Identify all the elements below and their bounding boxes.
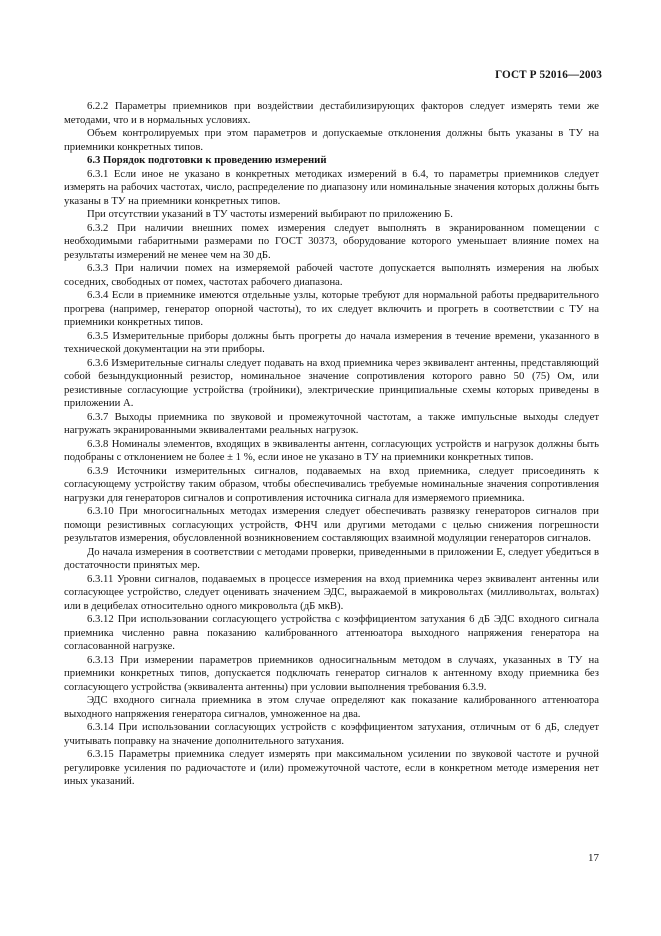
- standard-header: ГОСТ Р 52016—2003: [495, 69, 602, 81]
- paragraph-6-3-9: 6.3.9 Источники измерительных сигналов, подаваемых на вход приемника, следует присоединять к согласующему устройству таким образом, чтобы обеспечивались требуемые номинальные значения сопротивления нагрузки для генераторов сигналов и сопротивления источника сигнала для измеряемого приемника.: [64, 464, 599, 504]
- paragraph-6-3-11: 6.3.11 Уровни сигналов, подаваемых в процессе измерения на вход приемника через эквивалент антенны или согласующее устройство, следует оценивать значением ЭДС, выражаемой в микровольтах (милливольтах, вольтах) или в децибелах относительно одного микровольта (дБ мкВ).: [64, 572, 599, 612]
- body-text: [64, 100, 599, 789]
- paragraph: ЭДС входного сигнала приемника в этом случае определяют как показание калиброванного аттенюатора выходного напряжения генератора сигналов, умноженное на два.: [64, 694, 599, 720]
- paragraph-6-3-15: 6.3.15 Параметры приемника следует измерять при максимальном усилении по звуковой частоте и ручной регулировке усиления по радиочастоте и (или) промежуточной частоте, если в конкретном методе измерения нет иных указаний.: [64, 748, 599, 787]
- paragraph: При отсутствии указаний в ТУ частоты измерений выбирают по приложению Б.: [87, 208, 453, 220]
- paragraph-6-3-5: 6.3.5 Измерительные приборы должны быть прогреты до начала измерения в течение времени, указанного в технической документации на эти приборы.: [64, 329, 599, 355]
- paragraph: До начала измерения в соответствии с методами проверки, приведенными в приложении Е, следует убедиться в достаточности принятых мер.: [64, 545, 599, 571]
- paragraph-6-3-13: 6.3.13 При измерении параметров приемников односигнальным методом в случаях, указанных в ТУ на приемники конкретных типов, допускается подключать генератор сигналов к антенному входу приемника без согласующего устройства (эквивалента антенны) при условии выполнения требования 6.3.9.: [64, 653, 599, 693]
- paragraph: Объем контролируемых при этом параметров и допускаемые отклонения должны быть указаны в ТУ на приемники конкретных типов.: [64, 127, 599, 153]
- paragraph-6-3-14: 6.3.14 При использовании согласующих устройств с коэффициентом затухания, отличным от 6 дБ, следует учитывать поправку на значение дополнительного затухания.: [64, 721, 599, 747]
- page-number: 17: [588, 852, 599, 864]
- paragraph-6-2-2: 6.2.2 Параметры приемников при воздействии дестабилизирующих факторов следует измерять теми же методами, что и в нормальных условиях.: [64, 100, 599, 126]
- section-heading-6-3: 6.3 Порядок подготовки к проведению измерений: [87, 154, 327, 166]
- paragraph-6-3-10: 6.3.10 При многосигнальных методах измерения следует обеспечивать развязку генераторов сигналов при помощи резистивных согласующих устройств, ФНЧ или другими методами с целью снижения погрешности результатов измерения, обусловленной возникновением составляющих взаимной модуляции генераторов сигналов.: [64, 505, 599, 544]
- paragraph-6-3-1: 6.3.1 Если иное не указано в конкретных методиках измерений в 6.4, то параметры приемников следует измерять на рабочих частотах, число, распределение по диапазону или номинальные значения которых должны быть указаны в ТУ на приемники конкретных типов.: [64, 167, 599, 207]
- paragraph-6-3-6: 6.3.6 Измерительные сигналы следует подавать на вход приемника через эквивалент антенны, представляющий собой безындукционный резистор, номинальное значение сопротивления которого равно 50 (75) Ом, или резистивные согласующие устройства (тройники), электрические принципиальные схемы которых приведены в приложении А.: [64, 356, 599, 409]
- paragraph-6-3-2: 6.3.2 При наличии внешних помех измерения следует выполнять в экранированном помещении с необходимыми габаритными размерами по ГОСТ 30373, оборудование которого уменьшает влияние помех на результаты измерений не менее чем на 30 дБ.: [64, 221, 599, 261]
- paragraph-6-3-12: 6.3.12 При использовании согласующего устройства с коэффициентом затухания 6 дБ ЭДС входного сигнала приемника численно равна показанию калиброванного аттенюатора выходного напряжения генератора на согласованной нагрузке.: [64, 613, 599, 652]
- paragraph-6-3-7: 6.3.7 Выходы приемника по звуковой и промежуточной частотам, а также импульсные выходы следует нагружать экранированными эквивалентами реальных нагрузок.: [64, 410, 599, 436]
- paragraph-6-3-4: 6.3.4 Если в приемнике имеются отдельные узлы, которые требуют для нормальной работы предварительного прогрева (например, генератор опорной частоты), то их следует включить и прогреть в соответствии с ТУ на приемники конкретных типов.: [64, 289, 599, 328]
- paragraph-6-3-3: 6.3.3 При наличии помех на измеряемой рабочей частоте допускается выполнять измерения на любых соседних, свободных от помех, частотах рабочего диапазона.: [64, 262, 599, 288]
- paragraph-6-3-8: 6.3.8 Номиналы элементов, входящих в эквиваленты антенн, согласующих устройств и нагрузок должны быть подобраны с отклонением не более ± 1 %, если иное не указано в ТУ на приемники конкретных типов.: [64, 437, 599, 463]
